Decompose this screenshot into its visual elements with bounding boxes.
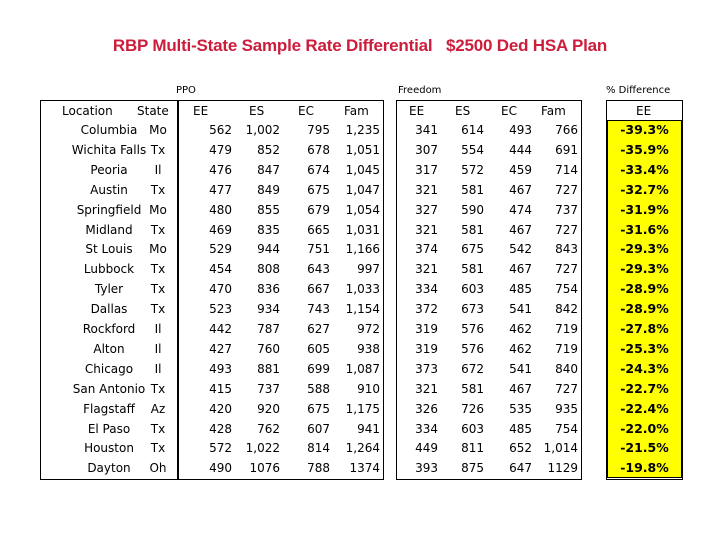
cell-freedom-fam: 727 bbox=[555, 182, 578, 197]
page-title: RBP Multi-State Sample Rate Differential $2500 Ded HSA Plan bbox=[112, 36, 608, 55]
cell-ppo-ec: 678 bbox=[307, 142, 330, 157]
cell-ppo-ec: 795 bbox=[307, 123, 330, 137]
cell-location: Flagstaff bbox=[83, 401, 135, 416]
cell-freedom-ee: 321 bbox=[415, 262, 438, 277]
cell-freedom-ec: 647 bbox=[509, 461, 532, 476]
cell-state: Tx bbox=[150, 421, 166, 436]
cell-freedom-ee: 317 bbox=[415, 162, 438, 177]
cell-freedom-ee: 326 bbox=[415, 401, 438, 416]
diff-group-label: % Difference bbox=[606, 85, 671, 96]
cell-ppo-es: 944 bbox=[257, 242, 280, 257]
ppo-group-label: PPO bbox=[176, 85, 196, 96]
cell-freedom-fam: 714 bbox=[555, 162, 578, 177]
cell-freedom-ec: 462 bbox=[509, 341, 532, 356]
cell-freedom-fam: 719 bbox=[555, 322, 578, 336]
cell-freedom-ee: 334 bbox=[415, 282, 438, 297]
header-freedom-ec: EC bbox=[501, 104, 517, 118]
cell-diff-ee: -19.8% bbox=[620, 460, 669, 476]
freedom-group-label: Freedom bbox=[398, 85, 442, 96]
cell-freedom-fam: 754 bbox=[555, 282, 578, 297]
cell-freedom-es: 572 bbox=[461, 162, 484, 177]
cell-diff-ee: -39.3% bbox=[620, 122, 669, 137]
cell-freedom-es: 590 bbox=[461, 202, 484, 217]
cell-ppo-ec: 643 bbox=[307, 262, 330, 277]
cell-ppo-ec: 814 bbox=[307, 441, 330, 456]
cell-state: Tx bbox=[150, 182, 166, 197]
cell-freedom-ec: 535 bbox=[509, 401, 532, 416]
cell-ppo-fam: 1,054 bbox=[345, 202, 380, 217]
cell-ppo-fam: 1,045 bbox=[345, 162, 380, 177]
cell-diff-ee: -22.7% bbox=[620, 380, 669, 396]
cell-diff-ee: -25.3% bbox=[620, 340, 669, 356]
header-ppo-fam: Fam bbox=[344, 104, 369, 118]
cell-freedom-es: 576 bbox=[461, 322, 484, 336]
cell-location: Rockford bbox=[82, 322, 136, 336]
cell-freedom-es: 875 bbox=[461, 461, 484, 476]
cell-ppo-fam: 997 bbox=[357, 262, 380, 277]
cell-freedom-es: 581 bbox=[461, 222, 484, 237]
cell-freedom-fam: 1129 bbox=[547, 461, 578, 476]
cell-freedom-es: 673 bbox=[461, 302, 484, 317]
cell-freedom-es: 726 bbox=[461, 401, 484, 416]
cell-state: Il bbox=[154, 361, 162, 376]
cell-ppo-ec: 667 bbox=[307, 282, 330, 297]
cell-ppo-es: 881 bbox=[257, 361, 280, 376]
cell-ppo-ec: 679 bbox=[307, 202, 330, 217]
cell-diff-ee: -27.8% bbox=[620, 321, 669, 336]
cell-freedom-ec: 467 bbox=[509, 381, 532, 396]
cell-location: San Antonio bbox=[72, 381, 146, 396]
cell-ppo-ee: 523 bbox=[209, 302, 232, 317]
cell-location: Alton bbox=[93, 341, 125, 356]
cell-freedom-ec: 459 bbox=[509, 162, 532, 177]
cell-ppo-ee: 572 bbox=[209, 441, 232, 456]
cell-location: Wichita Falls bbox=[71, 142, 147, 157]
cell-freedom-fam: 842 bbox=[555, 302, 578, 317]
cell-ppo-ee: 469 bbox=[209, 222, 232, 237]
cell-freedom-fam: 935 bbox=[555, 401, 578, 416]
cell-diff-ee: -21.5% bbox=[620, 440, 669, 456]
cell-freedom-ec: 467 bbox=[509, 182, 532, 197]
cell-ppo-ee: 415 bbox=[209, 381, 232, 396]
cell-ppo-fam: 910 bbox=[357, 381, 380, 396]
header-ppo-es: ES bbox=[249, 104, 265, 118]
cell-freedom-ee: 307 bbox=[415, 142, 438, 157]
cell-ppo-es: 760 bbox=[257, 341, 280, 356]
cell-freedom-fam: 1,014 bbox=[543, 441, 578, 456]
cell-freedom-ec: 493 bbox=[509, 123, 532, 137]
cell-state: Az bbox=[150, 401, 166, 416]
header-freedom-fam: Fam bbox=[541, 104, 566, 118]
cell-ppo-fam: 1,154 bbox=[345, 302, 380, 317]
cell-ppo-ee: 420 bbox=[209, 401, 232, 416]
cell-ppo-ee: 480 bbox=[209, 202, 232, 217]
cell-ppo-ec: 751 bbox=[307, 242, 330, 257]
cell-state: Tx bbox=[150, 222, 166, 237]
cell-freedom-ec: 542 bbox=[509, 242, 532, 257]
cell-ppo-es: 737 bbox=[257, 381, 280, 396]
cell-ppo-es: 1,002 bbox=[245, 123, 280, 137]
cell-diff-ee: -31.6% bbox=[620, 221, 669, 237]
cell-location: Austin bbox=[90, 182, 128, 197]
cell-freedom-ee: 319 bbox=[415, 341, 438, 356]
cell-state: Tx bbox=[150, 302, 166, 317]
cell-freedom-fam: 737 bbox=[555, 202, 578, 217]
cell-ppo-es: 1076 bbox=[249, 461, 280, 476]
cell-state: Tx bbox=[150, 262, 166, 277]
cell-freedom-ec: 541 bbox=[509, 302, 532, 317]
cell-location: Columbia bbox=[80, 123, 138, 137]
cell-ppo-fam: 1,175 bbox=[345, 401, 380, 416]
cell-freedom-ee: 449 bbox=[415, 441, 438, 456]
cell-ppo-ec: 788 bbox=[307, 461, 330, 476]
cell-freedom-es: 554 bbox=[461, 142, 484, 157]
cell-location: Midland bbox=[85, 222, 133, 237]
cell-ppo-ee: 427 bbox=[209, 341, 232, 356]
cell-ppo-fam: 1,087 bbox=[345, 361, 380, 376]
cell-freedom-fam: 843 bbox=[555, 242, 578, 257]
cell-freedom-ee: 321 bbox=[415, 222, 438, 237]
cell-ppo-ee: 470 bbox=[209, 282, 232, 297]
header-ppo-ee: EE bbox=[193, 104, 209, 118]
cell-freedom-fam: 719 bbox=[555, 341, 578, 356]
cell-freedom-es: 675 bbox=[461, 242, 484, 257]
cell-ppo-es: 787 bbox=[257, 322, 280, 336]
cell-freedom-ee: 372 bbox=[415, 302, 438, 317]
cell-freedom-fam: 766 bbox=[555, 123, 578, 137]
cell-freedom-ec: 444 bbox=[509, 142, 532, 157]
cell-ppo-es: 852 bbox=[257, 142, 280, 157]
cell-ppo-ec: 699 bbox=[307, 361, 330, 376]
cell-state: Oh bbox=[149, 461, 167, 476]
cell-ppo-ee: 490 bbox=[209, 461, 232, 476]
cell-diff-ee: -29.3% bbox=[620, 261, 669, 277]
cell-freedom-ee: 393 bbox=[415, 461, 438, 476]
cell-ppo-es: 1,022 bbox=[245, 441, 280, 456]
cell-ppo-fam: 1,166 bbox=[345, 242, 380, 257]
cell-freedom-ec: 467 bbox=[509, 262, 532, 277]
header-location: Location bbox=[62, 104, 113, 118]
cell-freedom-es: 603 bbox=[461, 282, 484, 297]
cell-ppo-ee: 428 bbox=[209, 421, 232, 436]
cell-freedom-ec: 485 bbox=[509, 421, 532, 436]
cell-ppo-fam: 1374 bbox=[349, 461, 380, 476]
cell-freedom-fam: 840 bbox=[555, 361, 578, 376]
cell-ppo-ec: 674 bbox=[307, 162, 330, 177]
cell-freedom-es: 603 bbox=[461, 421, 484, 436]
cell-ppo-es: 847 bbox=[257, 162, 280, 177]
cell-location: Dayton bbox=[87, 461, 131, 476]
cell-state: Mo bbox=[149, 123, 167, 137]
cell-ppo-fam: 972 bbox=[357, 322, 380, 336]
cell-state: Tx bbox=[150, 142, 166, 157]
cell-location: Lubbock bbox=[83, 262, 135, 277]
cell-ppo-fam: 1,051 bbox=[345, 142, 380, 157]
cell-freedom-es: 614 bbox=[461, 123, 484, 137]
cell-diff-ee: -33.4% bbox=[620, 161, 669, 177]
cell-ppo-fam: 941 bbox=[357, 421, 380, 436]
cell-freedom-ee: 321 bbox=[415, 182, 438, 197]
cell-ppo-es: 836 bbox=[257, 282, 280, 297]
cell-state: Mo bbox=[149, 242, 167, 257]
cell-freedom-ec: 485 bbox=[509, 282, 532, 297]
cell-state: Il bbox=[154, 341, 162, 356]
cell-freedom-fam: 727 bbox=[555, 381, 578, 396]
cell-freedom-ec: 462 bbox=[509, 322, 532, 336]
cell-state: Tx bbox=[150, 381, 166, 396]
cell-freedom-fam: 727 bbox=[555, 222, 578, 237]
cell-freedom-es: 581 bbox=[461, 381, 484, 396]
cell-ppo-es: 835 bbox=[257, 222, 280, 237]
cell-ppo-ee: 529 bbox=[209, 242, 232, 257]
cell-ppo-es: 934 bbox=[257, 302, 280, 317]
cell-ppo-ee: 442 bbox=[209, 322, 232, 336]
cell-freedom-es: 811 bbox=[461, 441, 484, 456]
cell-ppo-fam: 1,047 bbox=[345, 182, 380, 197]
cell-ppo-ee: 479 bbox=[209, 142, 232, 157]
cell-diff-ee: -22.4% bbox=[620, 400, 669, 416]
cell-freedom-ee: 341 bbox=[415, 123, 438, 137]
cell-freedom-ec: 474 bbox=[509, 202, 532, 217]
cell-ppo-ec: 588 bbox=[307, 381, 330, 396]
cell-freedom-ee: 327 bbox=[415, 202, 438, 217]
cell-freedom-es: 581 bbox=[461, 262, 484, 277]
cell-diff-ee: -28.9% bbox=[620, 301, 669, 317]
header-freedom-es: ES bbox=[455, 104, 471, 118]
cell-ppo-es: 762 bbox=[257, 421, 280, 436]
cell-ppo-fam: 1,264 bbox=[345, 441, 380, 456]
cell-freedom-fam: 691 bbox=[555, 142, 578, 157]
header-ppo-ec: EC bbox=[298, 104, 314, 118]
cell-diff-ee: -28.9% bbox=[620, 281, 669, 297]
cell-diff-ee: -29.3% bbox=[620, 241, 669, 257]
cell-freedom-fam: 727 bbox=[555, 262, 578, 277]
cell-ppo-ee: 477 bbox=[209, 182, 232, 197]
cell-freedom-ee: 334 bbox=[415, 421, 438, 436]
cell-ppo-fam: 938 bbox=[357, 341, 380, 356]
cell-ppo-es: 808 bbox=[257, 262, 280, 277]
cell-diff-ee: -24.3% bbox=[620, 360, 669, 376]
cell-ppo-ec: 675 bbox=[307, 182, 330, 197]
cell-location: Dallas bbox=[90, 302, 128, 317]
cell-freedom-es: 576 bbox=[461, 341, 484, 356]
cell-diff-ee: -31.9% bbox=[620, 201, 669, 217]
cell-freedom-ec: 467 bbox=[509, 222, 532, 237]
cell-state: Tx bbox=[150, 441, 166, 456]
header-state: State bbox=[137, 104, 169, 118]
cell-ppo-fam: 1,033 bbox=[345, 282, 380, 297]
cell-location: St Louis bbox=[85, 242, 133, 257]
cell-freedom-es: 672 bbox=[461, 361, 484, 376]
cell-ppo-es: 855 bbox=[257, 202, 280, 217]
cell-ppo-fam: 1,031 bbox=[345, 222, 380, 237]
cell-diff-ee: -22.0% bbox=[620, 420, 669, 436]
header-freedom-ee: EE bbox=[409, 104, 425, 118]
cell-ppo-es: 920 bbox=[257, 401, 280, 416]
cell-ppo-ec: 627 bbox=[307, 322, 330, 336]
cell-ppo-ec: 665 bbox=[307, 222, 330, 237]
cell-ppo-es: 849 bbox=[257, 182, 280, 197]
cell-ppo-ec: 605 bbox=[307, 341, 330, 356]
cell-ppo-ec: 607 bbox=[307, 421, 330, 436]
cell-diff-ee: -35.9% bbox=[620, 141, 669, 157]
cell-freedom-ee: 321 bbox=[415, 381, 438, 396]
cell-state: Il bbox=[154, 162, 162, 177]
header-diff-ee: EE bbox=[636, 104, 652, 118]
cell-location: Tyler bbox=[94, 282, 124, 297]
cell-freedom-ee: 373 bbox=[415, 361, 438, 376]
cell-ppo-fam: 1,235 bbox=[345, 123, 380, 137]
cell-state: Mo bbox=[149, 202, 167, 217]
cell-ppo-ec: 743 bbox=[307, 302, 330, 317]
cell-freedom-fam: 754 bbox=[555, 421, 578, 436]
cell-ppo-ec: 675 bbox=[307, 401, 330, 416]
cell-freedom-ec: 652 bbox=[509, 441, 532, 456]
cell-location: Houston bbox=[84, 441, 134, 456]
cell-state: Il bbox=[154, 322, 162, 336]
cell-ppo-ee: 476 bbox=[209, 162, 232, 177]
cell-location: Springfield bbox=[76, 202, 142, 217]
cell-freedom-ee: 319 bbox=[415, 322, 438, 336]
cell-ppo-ee: 454 bbox=[209, 262, 232, 277]
cell-location: Chicago bbox=[84, 361, 134, 376]
cell-freedom-ec: 541 bbox=[509, 361, 532, 376]
cell-ppo-ee: 493 bbox=[209, 361, 232, 376]
cell-location: Peoria bbox=[90, 162, 128, 177]
cell-ppo-ee: 562 bbox=[209, 123, 232, 137]
cell-freedom-ee: 374 bbox=[415, 242, 438, 257]
cell-location: El Paso bbox=[87, 421, 131, 436]
cell-state: Tx bbox=[150, 282, 166, 297]
cell-diff-ee: -32.7% bbox=[620, 181, 669, 197]
cell-freedom-es: 581 bbox=[461, 182, 484, 197]
